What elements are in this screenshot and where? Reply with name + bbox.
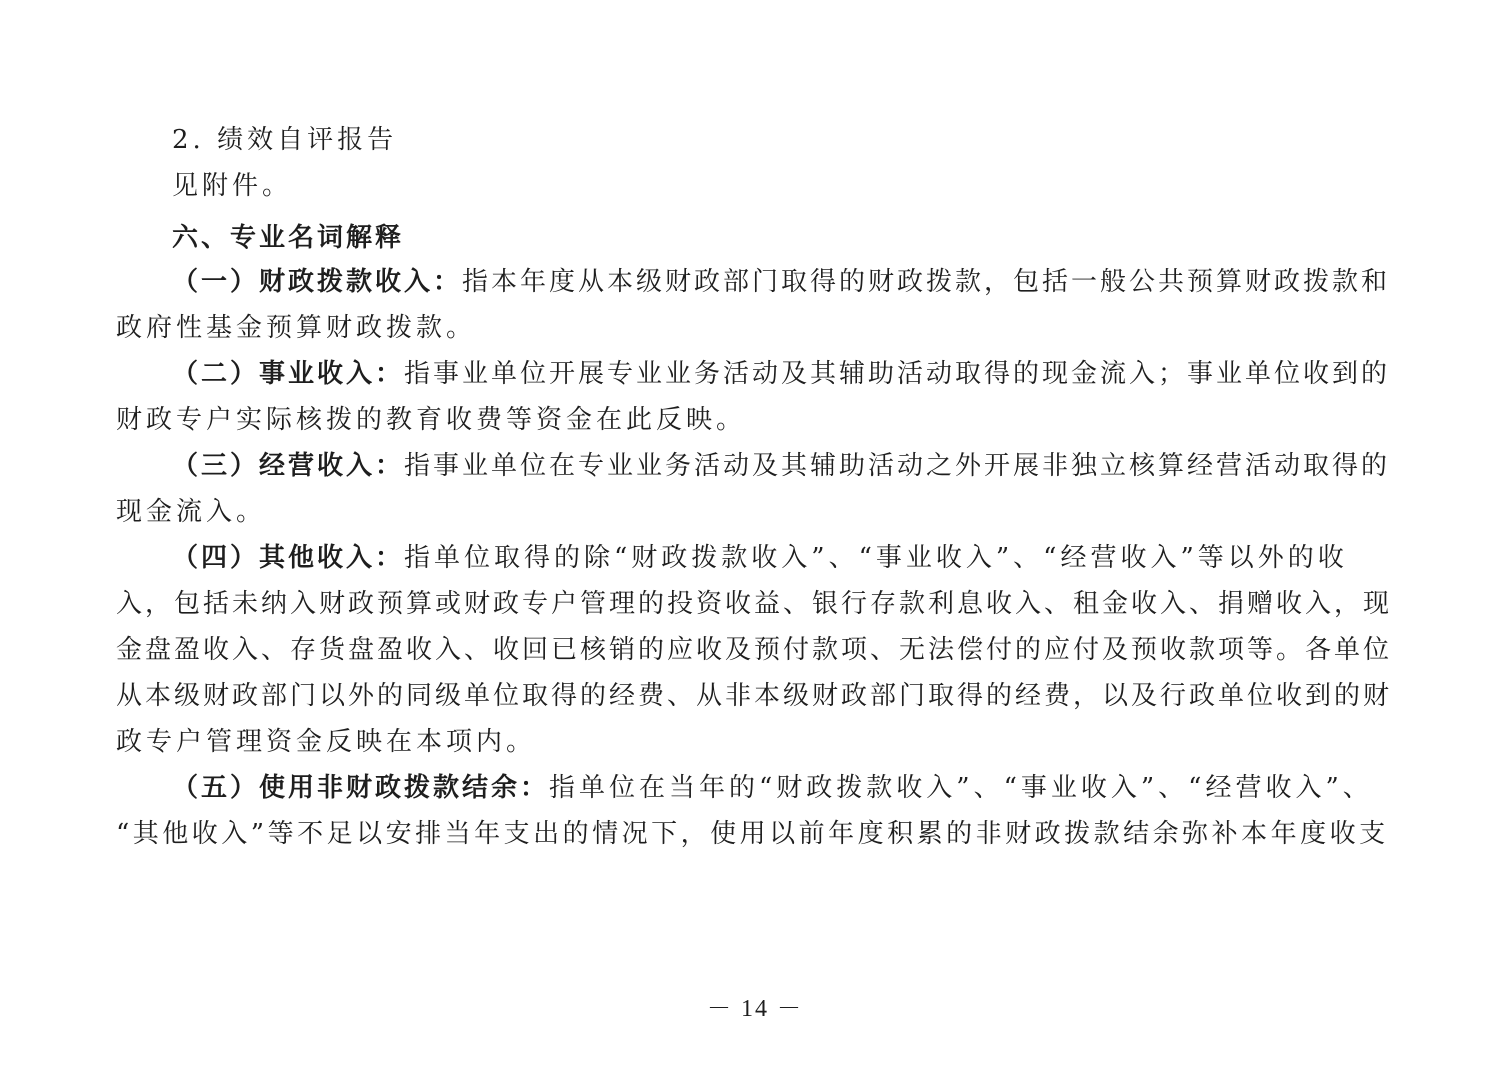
definition-continuation: 从本级财政部门以外的同级单位取得的经费、从非本级财政部门取得的经费，以及行政单位收到的财 <box>116 681 1393 711</box>
subsection-title: 2. 绩效自评报告 <box>172 125 398 155</box>
definition-continuation: 金盘盈收入、存货盘盈收入、收回已核销的应收及预付款项、无法偿付的应付及预收款项等。各单位 <box>116 635 1393 665</box>
definition-text: 指本年度从本级财政部门取得的财政拨款，包括一般公共预算财政拨款和 <box>462 267 1391 297</box>
definition-item <box>172 354 1390 394</box>
definition-item <box>172 262 1390 302</box>
definition-item <box>172 446 1390 486</box>
page-number: － 14 － <box>707 996 803 1022</box>
definition-item <box>172 768 1373 808</box>
definition-term: （四）其他收入： <box>172 543 405 573</box>
definition-item <box>172 538 1348 578</box>
definition-term: （二）事业收入： <box>172 359 405 389</box>
definition-continuation: 政府性基金预算财政拨款。 <box>116 313 477 343</box>
definition-continuation: 财政专户实际核拨的教育收费等资金在此反映。 <box>116 405 747 435</box>
definition-term: （一）财政拨款收入： <box>172 267 463 297</box>
definition-continuation: “其他收入”等不足以安排当年支出的情况下，使用以前年度积累的非财政拨款结余弥补本年度收支 <box>116 819 1389 849</box>
definition-term: （三）经营收入： <box>172 451 405 481</box>
definition-term: （五）使用非财政拨款结余： <box>172 773 550 803</box>
definition-continuation: 政专户管理资金反映在本项内。 <box>116 727 537 757</box>
definition-text: 指单位取得的除“财政拨款收入”、“事业收入”、“经营收入”等以外的收 <box>404 543 1348 573</box>
subsection-body: 见附件。 <box>172 171 293 201</box>
definition-continuation: 入，包括未纳入财政预算或财政专户管理的投资收益、银行存款利息收入、租金收入、捐赠收入，现 <box>116 589 1393 619</box>
definition-text: 指单位在当年的“财政拨款收入”、“事业收入”、“经营收入”、 <box>549 773 1373 803</box>
section-heading: 六、专业名词解释 <box>172 223 405 253</box>
definition-continuation: 现金流入。 <box>116 497 267 527</box>
definition-text: 指事业单位开展专业业务活动及其辅助活动取得的现金流入；事业单位收到的 <box>404 359 1391 389</box>
definition-text: 指事业单位在专业业务活动及其辅助活动之外开展非独立核算经营活动取得的 <box>404 451 1391 481</box>
